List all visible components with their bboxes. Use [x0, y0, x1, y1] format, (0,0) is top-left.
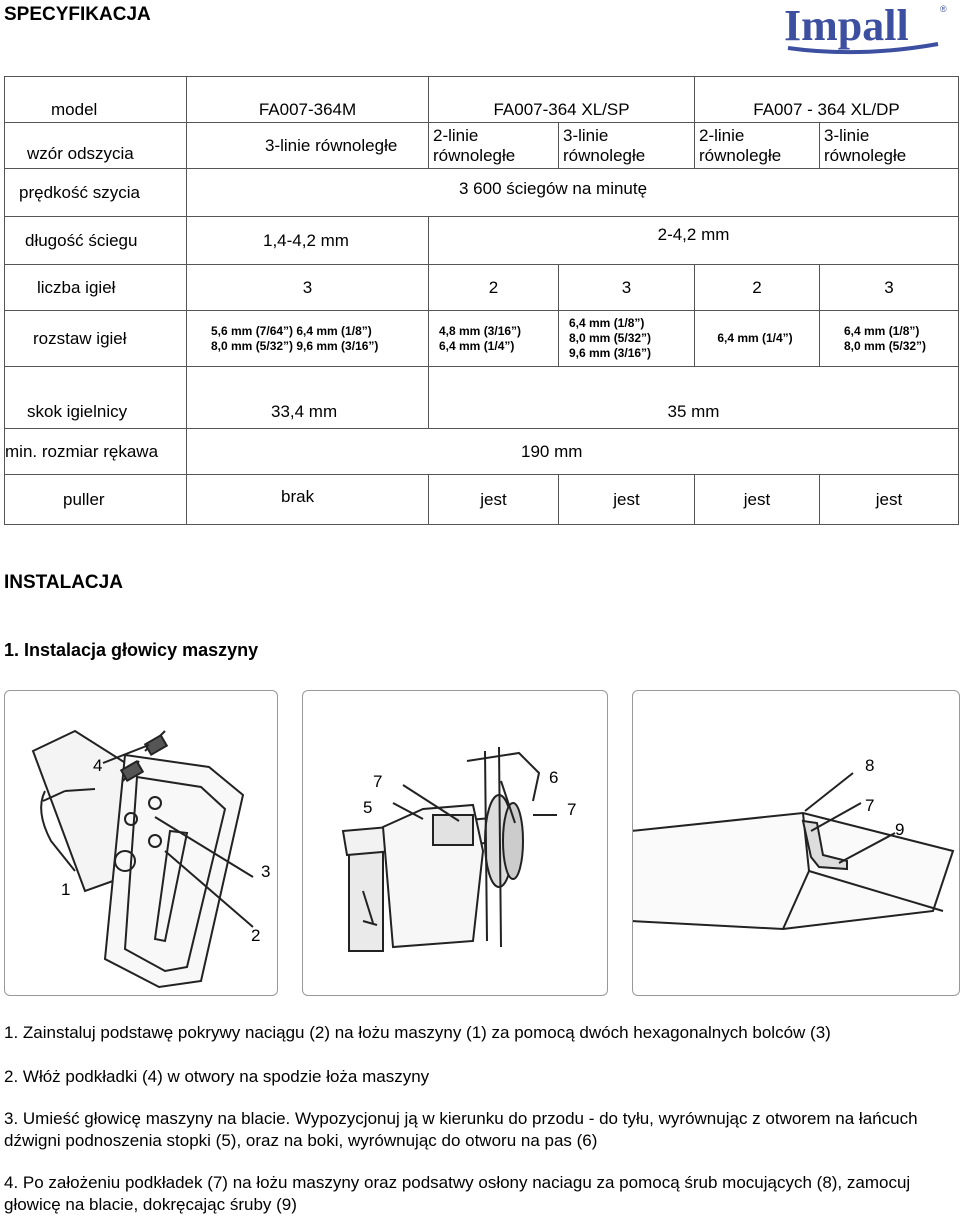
pattern-cell: 2-linie równoległe	[429, 123, 559, 169]
callout-label: 7	[865, 796, 875, 815]
figure-tension-cover	[632, 690, 960, 996]
puller-cell: jest	[695, 475, 820, 525]
arm-cell: 190 mm	[187, 429, 959, 475]
brand-logo-text: Impall	[784, 1, 909, 50]
figure-bed-plate	[4, 690, 278, 996]
callout-label: 7	[373, 772, 383, 791]
instruction-step: 4. Po założeniu podkładek (7) na łożu maszyny oraz podsatwy osłony naciagu za pomocą śrub mocujących (8), zamocuj głowicę na blacie, dokręcając śruby (9)	[4, 1173, 911, 1214]
callout-label: 6	[549, 768, 559, 787]
needle-bar-cell: 33,4 mm	[187, 367, 429, 429]
pattern-cell: 2-linie równoległe	[695, 123, 820, 169]
gauge-cell: 6,4 mm (1/8”) 8,0 mm (5/32”)	[820, 311, 959, 367]
row-label-pattern: wzór odszycia	[5, 123, 187, 169]
row-label-arm: min. rozmiar rękawa	[5, 429, 187, 475]
section-subtitle: 1. Instalacja głowicy maszyny	[4, 640, 259, 660]
model-cell: FA007 - 364 XL/DP	[695, 77, 959, 123]
row-label-speed: prędkość szycia	[5, 169, 187, 217]
row-label-needle-bar: skok igielnicy	[5, 367, 187, 429]
needles-cell: 2	[695, 265, 820, 311]
page-title: SPECYFIKACJA	[4, 4, 151, 25]
callout-label: 2	[251, 926, 261, 945]
row-label-model: model	[5, 77, 187, 123]
gauge-cell: 5,6 mm (7/64”) 6,4 mm (1/8”) 8,0 mm (5/32”) 9,6 mm (3/16”)	[187, 311, 429, 367]
brand-logo	[780, 0, 952, 60]
table-row	[5, 475, 959, 525]
spec-table	[4, 76, 959, 525]
table-row	[5, 265, 959, 311]
section-title: INSTALACJA	[4, 572, 123, 593]
callout-label: 8	[865, 756, 875, 775]
table-row	[5, 123, 959, 169]
stitch-length-cell: 1,4-4,2 mm	[187, 217, 429, 265]
needle-bar-cell: 35 mm	[429, 367, 959, 429]
callout-label: 1	[61, 880, 71, 899]
needles-cell: 3	[820, 265, 959, 311]
callout-label: 4	[93, 756, 103, 775]
model-cell: FA007-364M	[187, 77, 429, 123]
table-row	[5, 429, 959, 475]
pattern-cell: 3-linie równoległe	[559, 123, 695, 169]
gauge-cell: 4,8 mm (3/16”) 6,4 mm (1/4”)	[429, 311, 559, 367]
callout-label: 7	[567, 800, 577, 819]
stitch-length-cell: 2-4,2 mm	[429, 217, 959, 265]
row-label-stitch-length: długość ściegu	[5, 217, 187, 265]
needles-cell: 3	[559, 265, 695, 311]
table-row	[5, 217, 959, 265]
callout-label: 3	[261, 862, 271, 881]
puller-cell: jest	[429, 475, 559, 525]
instruction-step: 2. Włóż podkładki (4) w otwory na spodzie łoża maszyny	[4, 1067, 430, 1086]
instruction-step: 1. Zainstaluj podstawę pokrywy naciągu (2) na łożu maszyny (1) za pomocą dwóch hexagonalnych bolców (3)	[4, 1023, 831, 1042]
table-row	[5, 367, 959, 429]
row-label-puller: puller	[5, 475, 187, 525]
gauge-cell: 6,4 mm (1/8”) 8,0 mm (5/32”) 9,6 mm (3/16”)	[559, 311, 695, 367]
needles-cell: 2	[429, 265, 559, 311]
figure-machine-head	[302, 690, 608, 996]
pattern-cell: 3-linie równoległe	[187, 123, 429, 169]
needles-cell: 3	[187, 265, 429, 311]
pattern-cell: 3-linie równoległe	[820, 123, 959, 169]
speed-cell: 3 600 ściegów na minutę	[187, 169, 959, 217]
callout-label: 9	[895, 820, 905, 839]
row-label-gauge: rozstaw igieł	[5, 311, 187, 367]
table-row	[5, 77, 959, 123]
row-label-needles: liczba igieł	[5, 265, 187, 311]
svg-text:®: ®	[940, 4, 947, 14]
table-row	[5, 311, 959, 367]
model-cell: FA007-364 XL/SP	[429, 77, 695, 123]
instruction-step: 3. Umieść głowicę maszyny na blacie. Wypozycjonuj ją w kierunku do przodu - do tyłu, wyrównując z otworem na łańcuch dźwigni podnoszenia stopki (5), oraz na boki, wyrównując do otworu na pas (6)	[4, 1109, 918, 1150]
puller-cell: jest	[820, 475, 959, 525]
gauge-cell: 6,4 mm (1/4”)	[695, 311, 820, 367]
callout-label: 5	[363, 798, 373, 817]
puller-cell: jest	[559, 475, 695, 525]
puller-cell: brak	[187, 475, 429, 525]
table-row	[5, 169, 959, 217]
